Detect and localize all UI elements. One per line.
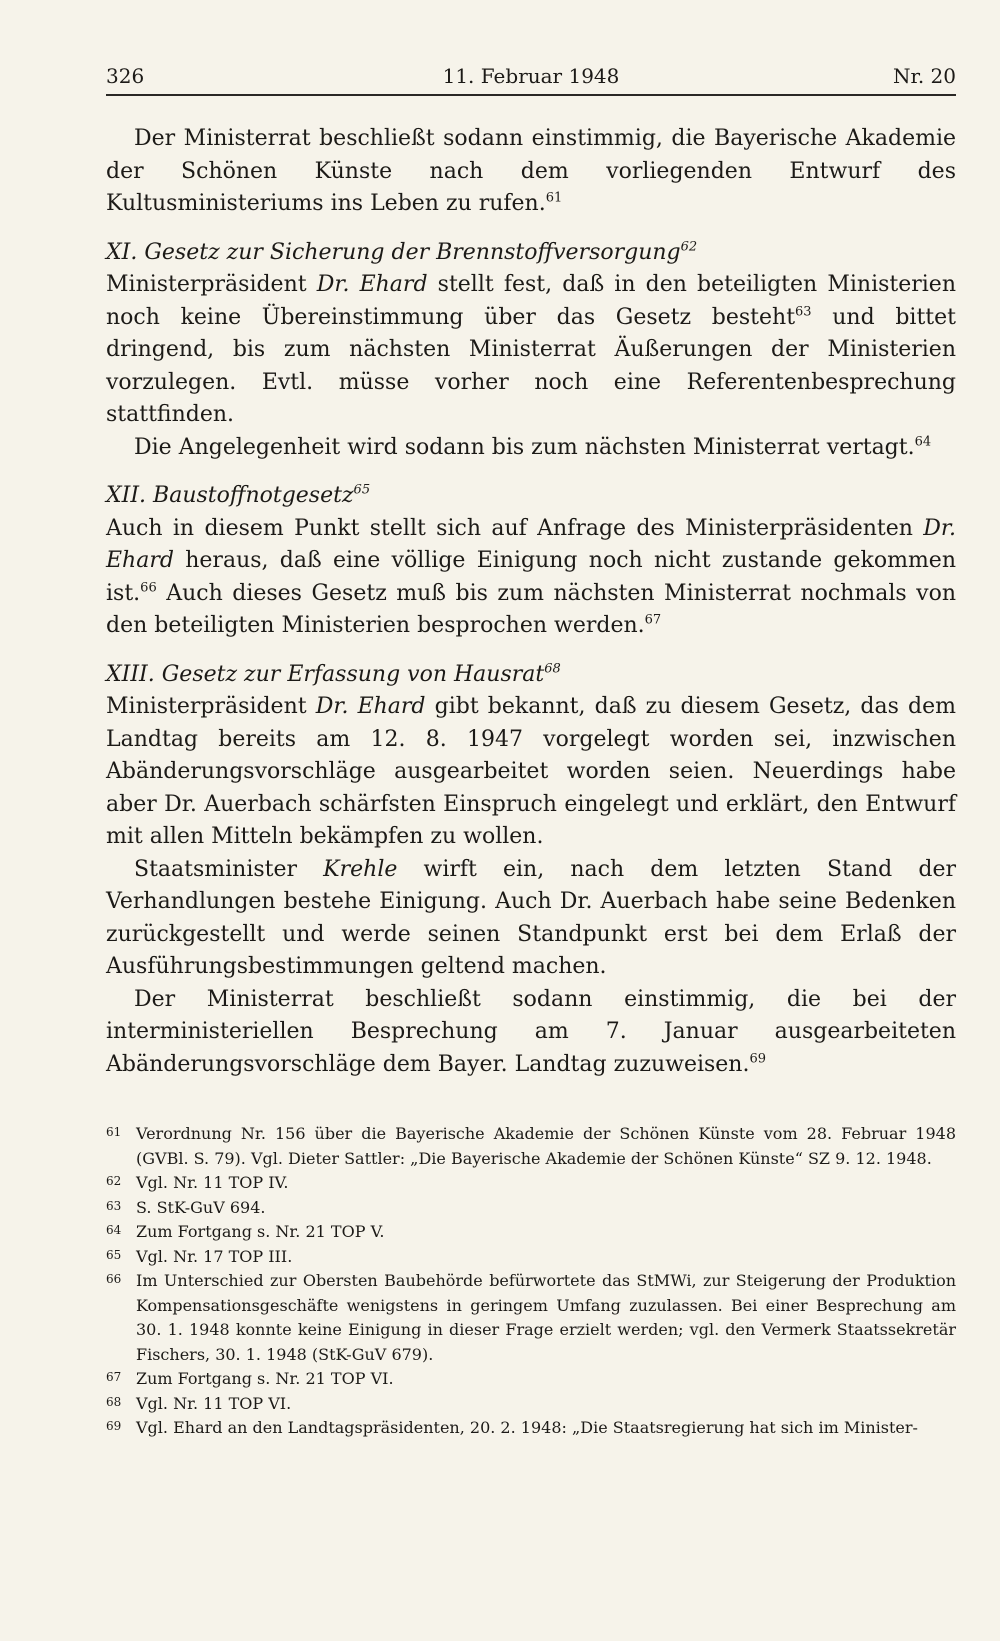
main-text: [106, 123, 956, 1081]
footnote-text: Vgl. Nr. 17 TOP III.: [136, 1246, 293, 1266]
agenda-heading-xiii: [106, 659, 956, 692]
paragraph-text: Auch in diesem Punkt stellt sich auf Anfrage des Ministerpräsidenten: [106, 515, 924, 541]
footnote: [106, 1196, 956, 1221]
footnote-ref[interactable]: 66: [140, 580, 157, 596]
paragraph-text: Ministerpräsident: [106, 272, 317, 297]
footnote-ref[interactable]: 61: [545, 190, 563, 206]
footnote: [106, 1269, 956, 1367]
footnote-text: Vgl. Nr. 11 TOP IV.: [136, 1173, 289, 1192]
document-number: Nr. 20: [892, 64, 956, 88]
footnote-ref[interactable]: 65: [353, 482, 371, 498]
running-header: [106, 58, 956, 96]
person-name: Dr. Ehard: [106, 515, 956, 573]
paragraph-text: wirft ein, nach dem letzten Stand der Verhandlungen bestehe Einigung. Auch Dr. Auerbach habe seine Bedenken zurückgestellt und werde seinen Standpunkt erst bei dem Erlaß der Ausführungsbestimmungen geltend machen.: [106, 856, 956, 979]
footnote-ref[interactable]: 62: [680, 239, 698, 255]
footnote-ref[interactable]: 63: [795, 304, 812, 320]
footnote: [106, 1220, 956, 1245]
agenda-heading-xii: [106, 480, 956, 513]
paragraph-text: Der Ministerrat beschließt sodann einstimmig, die Bayerische Akademie der Schönen Künste nach dem vorliegenden Entwurf des Kultusministeriums ins Leben zu rufen.: [106, 126, 956, 216]
footnote-number: 66: [106, 1272, 122, 1286]
page-number: 326: [106, 64, 145, 88]
footnote: [106, 1122, 956, 1171]
footnote-text: Verordnung Nr. 156 über die Bayerische Akademie der Schönen Künste vom 28. Februar 1948 (GVBl. S. 79). Vgl. Dieter Sattler: „Die Bayerische Akademie der Schönen Künste“ SZ 9. 12. 1948.: [136, 1124, 956, 1168]
paragraph-text: Auch dieses Gesetz muß bis zum nächsten Ministerrat nochmals von den beteiligten Ministerien besprochen werden.: [106, 580, 956, 638]
footnote-ref[interactable]: 64: [914, 434, 932, 450]
footnotes: [106, 1122, 956, 1441]
footnote-number: 62: [106, 1174, 122, 1188]
footnote: [106, 1171, 956, 1196]
footnote: [106, 1367, 956, 1392]
footnote-text: Vgl. Nr. 11 TOP VI.: [136, 1393, 292, 1413]
footnote-ref[interactable]: 67: [644, 612, 662, 628]
paragraph-text: stellt fest, daß in den beteiligten Ministerien noch keine Übereinstimmung über das Gesetz besteht: [106, 272, 956, 330]
heading-text: XII. Baustoffnotgesetz: [106, 483, 354, 508]
footnote-text: Zum Fortgang s. Nr. 21 TOP VI.: [136, 1369, 394, 1388]
paragraph-text: gibt bekannt, daß zu diesem Gesetz, das dem Landtag bereits am 12. 8. 1947 vorgelegt worden sei, inzwischen Abänderungsvorschläge ausgearbeitet worden seien. Neuerdings habe aber Dr. Auerbach schärfsten Einspruch eingelegt und erklärt, den Entwurf mit allen Mitteln bekämpfen zu wollen.: [106, 694, 956, 849]
paragraph-text: Der Ministerrat beschließt sodann einstimmig, die bei der interministeriellen Besprechung am 7. Januar ausgearbeiteten Abänderungsvorschläge dem Bayer. Landtag zuzuweisen.: [106, 986, 956, 1077]
paragraph-text: Die Angelegenheit wird sodann bis zum nächsten Ministerrat vertagt.: [134, 434, 915, 460]
footnote: [106, 1392, 956, 1417]
paragraph-vertagt: [106, 432, 956, 465]
footnote-number: 65: [106, 1247, 122, 1262]
paragraph-text: Ministerpräsident: [106, 694, 316, 719]
person-name: Dr. Ehard: [315, 694, 426, 719]
agenda-heading-xi: [106, 237, 956, 270]
paragraph-text: und bittet dringend, bis zum nächsten Ministerrat Äußerungen der Ministerien vorzulegen. Evtl. müsse vorher noch eine Referentenbesprechung stattfinden.: [106, 304, 956, 427]
footnote-number: 61: [106, 1125, 122, 1139]
footnote-number: 67: [106, 1370, 122, 1384]
paragraph-krehle: [106, 854, 956, 984]
heading-text: XIII. Gesetz zur Erfassung von Hausrat: [106, 661, 545, 687]
paragraph-akademie: [106, 123, 956, 221]
footnote-ref[interactable]: 68: [544, 661, 561, 677]
footnote-text: Im Unterschied zur Obersten Baubehörde befürwortete das StMWi, zur Steigerung der Produktion Kompensationsgeschäfte wenigstens in geringem Umfang zuzulassen. Bei einer Besprechung am 30. 1. 1948 konnte keine Einigung in dieser Frage erzielt werden; vgl. den Vermerk Staatssekretär Fischers, 30. 1. 1948 (StK-GuV 679).: [136, 1271, 956, 1364]
paragraph-baustoff: [106, 513, 956, 643]
paragraph-beschluss: [106, 984, 956, 1082]
header-date: 11. Februar 1948: [442, 64, 620, 88]
footnote-number: 68: [106, 1394, 122, 1409]
footnote-number: 64: [106, 1223, 122, 1237]
person-name: Dr. Ehard: [316, 272, 428, 297]
footnote-number: 69: [106, 1419, 122, 1433]
paragraph-text: Staatsminister: [134, 856, 324, 882]
footnote-text: Vgl. Ehard an den Landtagspräsidenten, 20. 2. 1948: „Die Staatsregierung hat sich im Minister-: [136, 1418, 918, 1437]
paragraph-hausrat: [106, 691, 956, 854]
person-name: Krehle: [323, 856, 398, 882]
heading-text: XI. Gesetz zur Sicherung der Brennstoffversorgung: [106, 239, 681, 265]
footnote-number: 63: [106, 1198, 122, 1213]
footnote: [106, 1245, 956, 1270]
paragraph-brennstoff: [106, 269, 956, 432]
footnote: [106, 1416, 956, 1441]
footnote-ref[interactable]: 69: [749, 1051, 767, 1067]
paragraph-text: heraus, daß eine völlige Einigung noch nicht zustande gekommen ist.: [106, 548, 956, 606]
footnote-text: Zum Fortgang s. Nr. 21 TOP V.: [136, 1222, 385, 1241]
footnote-text: S. StK-GuV 694.: [136, 1197, 266, 1217]
